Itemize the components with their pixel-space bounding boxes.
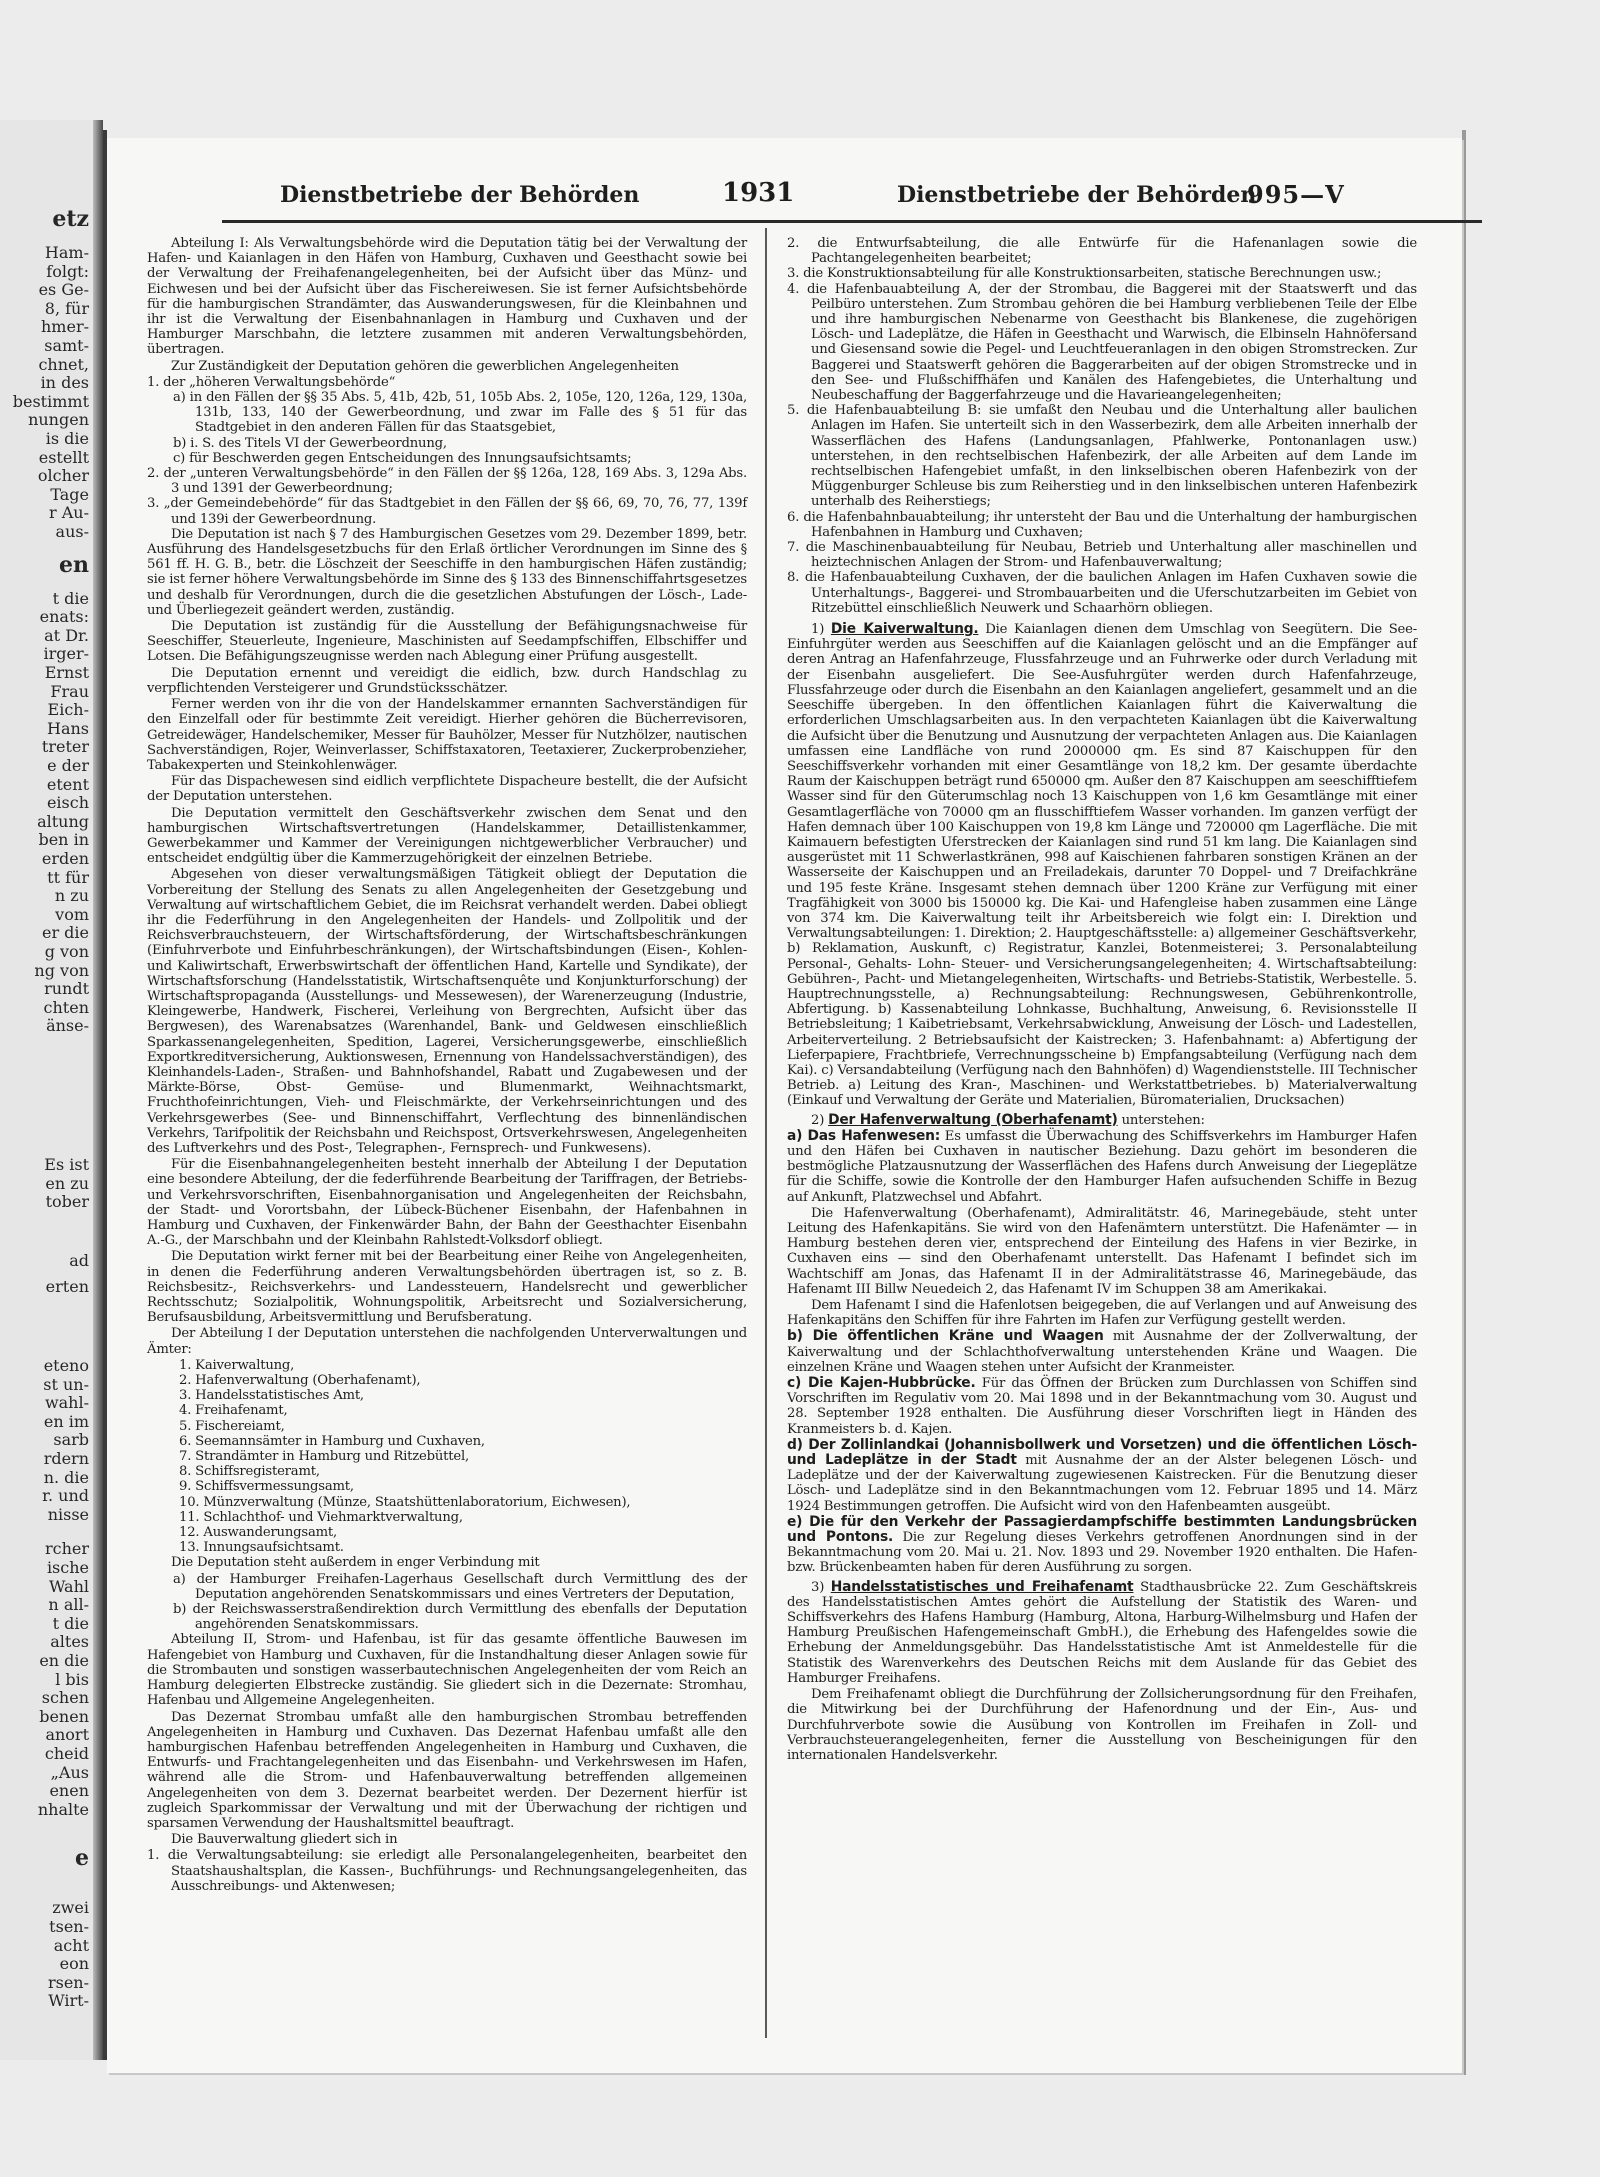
paragraph: Die Deputation ist nach § 7 des Hamburgischen Gesetzes vom 29. Dezember 1899, betr. Ausführung des Handelsgesetzbuchs für den Erlaß örtlicher Verordnungen im Sinne des § 561 ff. H. G. B., betr. die Löschzeit der Seeschiffe in den hamburgischen Häfen zuständig; sie ist ferner höhere Verwaltungsbehörde im Sinne des § 133 des Binnenschiffahrtsgesetzes und deshalb für Verordnungen, durch die die gesetzlichen Abstufungen der Lösch-, Lade- und Überliegezeit geändert werden, zuständig.: [147, 526, 747, 618]
facing-page-fragment: eon: [59, 1954, 89, 1974]
facing-page-fragment: is die: [45, 429, 89, 448]
amt-list-item: 12. Auswanderungsamt,: [179, 1525, 337, 1541]
facing-page-edge: [0, 120, 103, 2060]
subsection-d: [787, 1438, 1417, 1514]
facing-page-fragment: l bis: [55, 1669, 89, 1689]
paragraph: Die Deputation wirkt ferner mit bei der Bearbeitung einer Reihe von Angelegenheiten, in denen die Federführung anderen Verwaltungsbehörden übertragen ist, so z. B. Reichsbesitz-, Reichsverkehrs- und Landessteuern, Handelsrecht und gewerblicher Rechtsschutz; Sozialpolitik, Wohnungspolitik, Arbeitsrecht und Sozialversicherung, Berufsausbildung, Arbeitsvermittlung und Berufsberatung.: [147, 1249, 747, 1326]
facing-page-fragment: aus-: [55, 522, 89, 541]
facing-page-fragment: t die: [52, 588, 89, 608]
header-right-title: Dienstbetriebe der Behörden: [897, 182, 1257, 208]
facing-page-fragment: Wirt-: [48, 1991, 89, 2011]
facing-page-fragment: r. und: [42, 1486, 89, 1506]
facing-page-fragment: en die: [39, 1651, 89, 1670]
facing-page-fragment: chten: [43, 997, 89, 1017]
facing-page-fragment: rundt: [44, 979, 89, 999]
facing-page-fragment: er die: [41, 923, 89, 943]
subsection-a: [787, 1129, 1417, 1205]
paragraph: Die Bauverwaltung gliedert sich in: [171, 1832, 398, 1848]
facing-page-fragment: tober: [45, 1192, 89, 1212]
subsection-text: mit Ausnahme der an der Alster belegenen Lösch- und Ladeplätze und der der Kaiverwaltung zugewiesenen Kaistrecken. Für die Benutzung dieser Lösch- und Ladeplätze sind in den Bekanntmachungen vom 12. Februar 1895 und 14. März 1924 Bestimmungen getroffen. Die Aufsicht wird von den Hafenbeamten ausgeübt.: [787, 1453, 1417, 1514]
facing-page-fragment: ische: [46, 1558, 89, 1577]
facing-page-fragment: ben in: [38, 830, 89, 850]
facing-page-fragment: irger-: [43, 644, 89, 664]
amt-list-item: 13. Innungsaufsichtsamt.: [179, 1540, 344, 1556]
subsection-c: [787, 1376, 1417, 1437]
list-item: 8. die Hafenbauabteilung Cuxhaven, der die baulichen Anlagen im Hafen Cuxhaven sowie die Unterhaltungs-, Baggerei- und Strombauarbeiten und die Uferschutzarbeiten im Gebiet von Ritzebüttel einschließlich Neuwerk und Schaarhörn obliegen.: [787, 570, 1417, 616]
amt-list-item: 3. Handelsstatistisches Amt,: [179, 1388, 364, 1404]
facing-page-fragment: altes: [50, 1632, 89, 1652]
facing-page-fragment: bestimmt: [12, 391, 89, 411]
facing-page-fragment: eteno: [43, 1356, 89, 1375]
list-item: 1. der „höheren Verwaltungsbehörde“: [147, 374, 396, 390]
paragraph: Die Deputation ernennt und vereidigt die eidlich, bzw. durch Handschlag zu verpflichtenden Versteigerer und Grundstücksschätzer.: [147, 665, 747, 696]
subsection-text: mit Ausnahme der der Zollverwaltung, der Kaiverwaltung und der Schlachthofverwaltung unterstehenden Kräne und Waagen. Die einzelnen Kräne und Waagen stehen unter Aufsicht der Kranmeister.: [787, 1329, 1418, 1375]
facing-page-fragment: schen: [41, 1688, 89, 1708]
facing-page-fragment: enen: [49, 1781, 89, 1801]
list-item: 3. „der Gemeindebehörde“ für das Stadtgebiet in den Fällen der §§ 66, 69, 70, 76, 77, 139f und 139i der Gewerbeordnung.: [147, 496, 747, 527]
subsection-title: d) Der Zollinlandkai (Johannisbollwerk und Vorsetzen) und die öffentlichen Lösch- und Ladeplätze in der Stadt: [787, 1436, 1417, 1469]
section-number: 2): [811, 1112, 825, 1128]
subsection-e: [787, 1515, 1417, 1576]
subsection-text: Es umfasst die Überwachung des Schiffsverkehrs im Hamburger Hafen und den Häfen bei Cuxhaven in nautischer Beziehung. Dazu gehört im besonderen die bestmögliche Platzausnutzung der Wasserflächen des Hafens durch Anweisung der Liegeplätze für die Schiffe, sowie die Kontrolle der den Hamburger Hafen aufsuchenden Schiffe in Bezug auf Ankunft, Platzwechsel und Abfahrt.: [787, 1128, 1417, 1205]
paragraph: Die Deputation ist zuständig für die Ausstellung der Befähigungsnachweise für Seeschiffer, Steuerleute, Ingenieure, Maschinisten auf Seedampfschiffen, Elbschiffer und Lotsen. Die Befähigungszeugnisse werden nach Ablegung einer Prüfung ausgestellt.: [147, 619, 747, 665]
section-number: 1): [811, 622, 825, 638]
section-kaiverwaltung: [787, 622, 1417, 1109]
list-item: 4. die Hafenbauabteilung A, der der Strombau, die Baggerei mit der Staatswerft und das Peilbüro unterstehen. Zum Strombau gehören die bei Hamburg verbliebenen Teile der Elbe und ihre hamburgischen Nebenarme von Geesthacht bis Blankenese, die zugehörigen Lösch- und Ladeplätze, die Häfen in Geesthacht und Warwisch, die Elbinseln Hahnöfersand und Giesensand sowie die Pegel- und Leuchtfeueranlagen in den obigen Stromstrecken. Zur Baggerei und Staatswerft gehören die Baggerarbeiten auf der obigen Stromstrecke und in den See- und Flußschiffhäfen und Kanälen des Hafengebietes, die Unterhaltung und Neubeschaffung der Baggerfahrzeuge und die Havarieangelegenheiten;: [787, 281, 1417, 404]
list-item: a) in den Fällen der §§ 35 Abs. 5, 41b, 42b, 51, 105b Abs. 2, 105e, 120, 126a, 129, 130a, 131b, 133, 140 der Gewerbeordnung, und zwar im Falle des § 51 für das Stadtgebiet in den anderen Fällen für das Staatsgebiet,: [173, 390, 747, 436]
paragraph: Zur Zuständigkeit der Deputation gehören die gewerblichen Angelegenheiten: [171, 358, 679, 374]
amt-list-item: 6. Seemannsämter in Hamburg und Cuxhaven,: [179, 1433, 485, 1449]
facing-page-fragment: e der: [47, 756, 89, 775]
facing-page-fragment: nisse: [47, 1504, 89, 1524]
left-column: [147, 236, 747, 1894]
paragraph: Dem Hafenamt I sind die Hafenlotsen beigegeben, die auf Verlangen und auf Anweisung des Hafenkapitäns den Schiffen für ihre Fahrten im Hafen zur Verfügung gestellt werden.: [787, 1298, 1417, 1329]
subsection-title: c) Die Kajen-Hubbrücke.: [787, 1375, 976, 1392]
facing-page-fragment: wahl-: [44, 1393, 89, 1413]
facing-page-fragment: at Dr.: [44, 625, 89, 645]
facing-page-fragment: st un-: [43, 1374, 89, 1394]
paragraph: Der Abteilung I der Deputation unterstehen die nachfolgenden Unterverwaltungen und Ämter:: [147, 1326, 747, 1357]
paragraph: Für das Dispachewesen sind eidlich verpflichtete Dispacheure bestellt, die der Aufsicht der Deputation unterstehen.: [147, 774, 747, 805]
facing-page-fragment: es Ge-: [38, 280, 89, 300]
paragraph: Dem Freihafenamt obliegt die Durchführung der Zollsicherungsordnung für den Freihafen, die Mitwirkung bei der Durchführung der Hafenordnung und der Ein-, Aus- und Durchfuhrverbote sowie die Ausübung von Kontrollen im Freihafen in Zoll- und Verbrauchsteuerangelegenheiten, ferner die Ausstellung von Bescheinigungen für den internationalen Handelsverkehr.: [787, 1687, 1417, 1763]
facing-page-fragment: Ham-: [44, 243, 89, 262]
facing-page-fragment: eisch: [46, 793, 89, 813]
list-item: a) der Hamburger Freihafen-Lagerhaus Gesellschaft durch Vermittlung des der Deputation angehörenden Senatskommissars und eines Vertreters der Deputation,: [173, 1571, 747, 1602]
section-title: Der Hafenverwaltung (Oberhafenamt): [828, 1111, 1118, 1128]
paragraph: Die Deputation steht außerdem in enger Verbindung mit: [171, 1555, 540, 1571]
facing-page-fragment: 8, für: [44, 298, 89, 318]
section-hafenverwaltung: [787, 1113, 1417, 1128]
paragraph-abteilung-1: Abteilung I: Als Verwaltungsbehörde wird die Deputation tätig bei der Verwaltung der Hafen- und Kaianlagen in den Häfen von Hamburg, Cuxhaven und Geesthacht sowie bei der Verwaltung der Freihafenangelegenheiten, bei der Aufsicht über das Münz- und Eichwesen und bei der Aufsicht über das Fischereiwesen. Sie ist ferner Aufsichtsbehörde für die hamburgischen Strandämter, das Auswanderungswesen, für die Kleinbahnen und ihr ist die Verwaltung der Eisenbahnanlagen in Hamburg und Cuxhaven und der Hamburger Marschbahn, die letztere zusammen mit anderen Verwaltungsbehörden, übertragen.: [147, 236, 747, 358]
section-text: unterstehen:: [1121, 1112, 1205, 1128]
page-number: 995—V: [1247, 180, 1345, 209]
section-text: Stadthausbrücke 22. Zum Geschäftskreis des Handelsstatistischen Amtes gehört die Aufstellung der Statistik des Waren- und Schiffsverkehrs des Hafens Hamburg (Hamburg, Altona, Harburg-Wilhelmsburg und Hafen der Hamburg Preußischen Hafengemeinschaft GmbH.), die Erhebung des Hafengeldes sowie die Erhebung der Anmeldungsgebühr. Das Handelsstatistische Amt ist Anmeldestelle für die Statistik des Warenverkehrs des Deutschen Reichs mit dem Auslande für das Gebiet des Hamburger Freihafens.: [787, 1579, 1417, 1686]
facing-page-fragment: chnet,: [38, 354, 89, 374]
right-column: [787, 236, 1417, 1764]
facing-page-fragment: ad: [69, 1250, 89, 1270]
subsection-title: b) Die öffentlichen Kräne und Waagen: [787, 1328, 1104, 1345]
paragraph: Die Hafenverwaltung (Oberhafenamt), Admiralitätstr. 46, Marinegebäude, steht unter Leitung des Hafenkapitäns. Sie wird von den Hafenämtern unterstützt. Die Hafenämter — in Hamburg bestehen deren vier, entsprechend der Einteilung des Hafens in vier Bezirke, in Cuxhaven eins — sind den Oberhafenamt unterstellt. Das Hafenamt I befindet sich im Wachtschiff am Jonas, das Hafenamt II in der Admiralitätstrasse 46, Marinegebäude, das Hafenamt III Billw Neuedeich 2, das Hafenamt IV im Schuppen 38 am Amerikakai.: [787, 1205, 1417, 1297]
facing-page-fragment: tsen-: [49, 1917, 89, 1936]
list-item: c) für Beschwerden gegen Entscheidungen des Innungsaufsichtsamts;: [173, 450, 632, 466]
facing-page-fragment: Tage: [50, 484, 89, 504]
facing-page-fragment: Eich-: [47, 700, 89, 720]
facing-page-fragment: en: [59, 551, 89, 578]
facing-page-fragment: etent: [46, 774, 89, 794]
facing-page-fragment: r Au-: [49, 503, 89, 523]
section-title: Die Kaiverwaltung.: [830, 621, 979, 638]
list-item: 5. die Hafenbauabteilung B: sie umfaßt den Neubau und die Unterhaltung aller baulichen Anlagen im Hafen. Sie unterteilt sich in den Wasserbezirk, dem alle Arbeiten innerhalb der Wasserflächen des Hafens (Landungsanlagen, Pfahlwerke, Pontonanlagen usw.) unterstehen, in den rechtselbischen Hafenbezirk, der alle Arbeiten auf dem Lande im rechtselbischen Hafengebiet umfaßt, in den linkselbischen oberen Hafenbezirk von der Müggenburger Schleuse bis zum Reiherstieg und in den linkselbischen unteren Hafenbezirk unterhalb des Reiherstiegs;: [787, 403, 1417, 510]
facing-page-fragment: „Aus: [50, 1762, 89, 1782]
facing-page-fragment: änse-: [46, 1016, 89, 1036]
facing-page-fragment: Frau: [50, 681, 89, 701]
subsection-b: [787, 1329, 1417, 1375]
facing-page-fragment: g von: [44, 942, 89, 961]
facing-page-fragment: folgt:: [46, 261, 89, 281]
running-header: [107, 178, 1462, 214]
facing-page-fragment: nungen: [28, 410, 89, 430]
facing-page-fragment: nhalte: [37, 1799, 89, 1819]
amt-list-item: 4. Freihafenamt,: [179, 1403, 288, 1419]
facing-page-fragment: altung: [37, 811, 89, 831]
amt-list-item: 8. Schiffsregisteramt,: [179, 1464, 320, 1480]
aemter-list: [147, 1358, 747, 1556]
facing-page-fragment: olcher: [37, 466, 89, 486]
facing-page-fragment: Wahl: [48, 1576, 89, 1596]
paragraph: Abgesehen von dieser verwaltungsmäßigen Tätigkeit obliegt der Deputation die Vorbereitung der Stellung des Senats zu allen Angelegenheiten der Gesetzgebung und Verwaltung auf wirtschaftlichem Gebiet, die im Reichsrat verhandelt werden. Dabei obliegt ihr die Federführung in den Angelegenheiten der Handels- und Zollpolitik und der Reichsverbrauchsteuern, der Wirtschaftsförderung, der Wirtschaftsbeschränkungen (Einfuhrverbote und Einfuhrbeschränkungen), der Wirtschaftsbindungen (Eisen-, Kohlen- und Kaliwirtschaft, Erwerbswirtschaft der öffentlichen Hand, Kartelle und Syndikate), der Wirtschaftsforschung (Handelsstatistik, Wirtschaftsenquête und Konjunkturforschung) der Wirtschaftspropaganda (Ausstellungs- und Messewesen), der Warenerzeugung (Industrie, Kleingewerbe, Handwerk, Fischerei, Verleihung von Bergrechten, Aufsicht über das Bergwesen), des Warenabsatzes (Warenhandel, Bank- und Geldwesen einschließlich Sparkassenangelegenheiten, Spedition, Lagerei, Versicherungsgewerbe, einschließlich Exportkreditversicherung, Auktionswesen, Ernennung von Handelssachverständigen), des Kleinhandels-Laden-, Straßen- und Bahnhofshandel, Rabatt und Zugabewesen und der Märkte-Börse, Obst- Gemüse- und Blumenmarkt, Weihnachtsmarkt, Fruchthofeinrichtungen, Vieh- und Fleischmärkte, der Verkehrseinrichtungen und des Verkehrsgewerbes (See- und Binnenschiffahrt, Verflechtung des binnenländischen Verkehrs, Tarifpolitik der Reichsbahn und Reichspost, Ortsverkehrswesen, Angelegenheiten des Luftverkehrs und des Post-, Telegraphen-, Fernsprech- und Funkwesens).: [147, 867, 747, 1156]
amt-list-item: 7. Strandämter in Hamburg und Ritzebüttel,: [179, 1449, 469, 1465]
list-item: 7. die Maschinenbauabteilung für Neubau, Betrieb und Unterhaltung aller maschinellen und heiztechnischen Anlagen der Strom- und Hafenbauverwaltung;: [787, 540, 1417, 571]
paragraph: Die Deputation vermittelt den Geschäftsverkehr zwischen dem Senat und den hamburgischen Wirtschaftsvertretungen (Handelskammer, Detaillistenkammer, Gewerbekammer und Kammer der Vereinigungen nichtgewerblicher Verbraucher) und entscheidet endgültig über die Kammerzugehörigkeit der einzelnen Betriebe.: [147, 805, 747, 867]
facing-page-fragment: n zu: [54, 886, 89, 906]
section-title: Handelsstatistisches und Freihafenamt: [830, 1578, 1134, 1595]
subsection-text: Die zur Regelung dieses Verkehrs getroffenen Anordnungen sind in der Bekanntmachung vom 20. Mai u. 21. Nov. 1893 und 29. November 1920 enthalten. Die Hafen- bzw. Brückenbeamten haben für deren Ausführung zu sorgen.: [787, 1530, 1417, 1576]
subsection-text: Für das Öffnen der Brücken zum Durchlassen von Schiffen sind Vorschriften im Regulativ vom 20. Mai 1898 und in der Bekanntmachung vom 30. August und 28. September 1928 enthalten. Die Ausführung dieser Vorschriften liegt in Händen des Kranmeisters b. d. Kajen.: [787, 1376, 1417, 1437]
main-page: [107, 138, 1462, 2073]
facing-page-fragment: n all-: [48, 1595, 89, 1615]
subsection-title: a) Das Hafenwesen:: [787, 1127, 941, 1144]
facing-page-fragment: Ernst: [44, 663, 89, 682]
column-divider: [765, 228, 767, 2038]
facing-page-fragment: Es ist: [44, 1155, 89, 1174]
facing-page-fragment: e: [75, 1845, 89, 1872]
page-edge-right: [1462, 130, 1466, 2075]
facing-page-fragment: cheid: [44, 1744, 89, 1763]
facing-page-fragment: benen: [39, 1706, 89, 1726]
facing-page-fragment: n. die: [43, 1467, 89, 1487]
header-left-title: Dienstbetriebe der Behörden: [280, 182, 640, 208]
paragraph: Ferner werden von ihr die von der Handelskammer ernannten Sachverständigen für den Einzelfall oder für bestimmte Zeit vereidigt. Hierher gehören die Bücherrevisoren, Getreidewäger, Handelschemiker, Messer für Bauhölzer, Messer für Nutzhölzer, nautischen Sachverständigen, Rojer, Weinverlasser, Schiffstaxatoren, Teetaxierer, Zuckerprobenzieher, Tabakexperten und Steinkohlenwäger.: [147, 697, 747, 773]
facing-page-fragment: samt-: [44, 336, 89, 355]
header-year: 1931: [722, 178, 795, 208]
facing-page-fragment: Hans: [46, 718, 89, 738]
list-item: b) i. S. des Titels VI der Gewerbeordnung,: [173, 435, 447, 451]
facing-page-fragment: acht: [53, 1935, 89, 1955]
amt-list-item: 2. Hafenverwaltung (Oberhafenamt),: [179, 1373, 421, 1389]
facing-page-fragment: erten: [45, 1277, 89, 1297]
list-item: b) der Reichswasserstraßendirektion durch Vermittlung des ebenfalls der Deputation angehörenden Senatskommissars.: [173, 1602, 747, 1633]
facing-page-fragment: en zu: [45, 1173, 89, 1193]
facing-page-fragment: treter: [41, 737, 89, 757]
facing-page-fragment: sarb: [53, 1430, 89, 1450]
facing-page-fragment: en im: [43, 1411, 89, 1431]
amt-list-item: 1. Kaiverwaltung,: [179, 1357, 295, 1373]
list-item: 3. die Konstruktionsabteilung für alle Konstruktionsarbeiten, statische Berechnungen usw.;: [787, 266, 1382, 282]
amt-list-item: 11. Schlachthof- und Viehmarktverwaltung,: [179, 1509, 463, 1525]
facing-page-fragment: in des: [40, 373, 89, 393]
facing-page-fragment: t die: [52, 1613, 89, 1633]
facing-page-fragment: zwei: [52, 1898, 89, 1918]
paragraph: Abteilung II, Strom- und Hafenbau, ist für das gesamte öffentliche Bauwesen im Hafengebiet von Hamburg und Cuxhaven, für die Instandhaltung dieser Anlagen sowie für die Strombauten und sonstigen wasserbautechnischen Angelegenheiten der vom Reich an Hamburg delegierten Elbstrecke zuständig. Sie gliedert sich in die Dezernate: Stromhau, Hafenbau und Allgemeine Angelegenheiten.: [147, 1632, 747, 1709]
section-number: 3): [811, 1579, 825, 1595]
facing-page-fragment: anort: [45, 1725, 89, 1745]
section-text: Die Kaianlagen dienen dem Umschlag von Seegütern. Die See-Einfuhrgüter werden aus Seeschiffen auf die Kaianlagen gelöscht und an die Empfänger auf deren Antrag an Hafenfahrzeuge, Flussfahrzeuge und an Fuhrwerke oder durch Verladung mit der Eisenbahn ausgeliefert. Die See-Ausfuhrgüter werden durch Hafenfahrzeuge, Flussfahrzeuge oder durch die Eisenbahn an den Kaianlagen angeliefert, gesammelt und an die Seeschiffe übergeben. In den öffentlichen Kaianlagen führt die Kaiverwaltung die erforderlichen Umschlagsarbeiten aus. In den verpachteten Kaianlagen übt die Kaiverwaltung die Aufsicht über die Benutzung und Ausnutzung der verpachteten Anlagen aus. Die Kaianlagen umfassen eine Landfläche von rund 2000000 qm. Es sind 87 Kaischuppen für den Seeschiffsverkehr vorhanden mit einer Gesamtlänge von 18,2 km. Der gesamte überdachte Raum der Kaischuppen beträgt rund 650000 qm. Außer den 87 Kaischuppen am seeschifftiefem Wasser sind für den Güterumschlag noch 13 Kaischuppen von 1,6 km Gesamtlänge mit einer Gesamtlagerfläche von 70000 qm an flusschifftiefem Wasser vorhanden. Im ganzen verfügt der Hafen demnach über 100 Kaischuppen von 19,8 km Länge und 720000 qm Lagerfläche. Die mit Kaimauern befestigten Uferstrecken der Kaianlagen sind rund 51 km lang. Die Kaianlagen sind ausgerüstet mit 11 Schwerlastkränen, 998 auf Kaischienen fahrbaren sonstigen Kränen an der Wasserseite der Kaischuppen und an Freiladekais, darunter 70 Doppel- und 7 Dreifachkräne und 195 feste Kräne. Insgesamt stehen demnach über 1200 Kräne zur Verfügung mit einer Tragfähigkeit von 3000 bis 150000 kg. Die Kai- und Hafengleise haben zusammen eine Länge von 374 km. Die Kaiverwaltung teilt ihr Arbeitsbereich wie folgt ein: I. Direktion und Verwaltungsabteilungen: 1. Direktion; 2. Hauptgeschäftsstelle: a) allgemeiner Geschäftsverkehr, b) Reklamation, Auskunft, c) Registratur, Kanzlei, Botenmeisterei; 3. Personalabteilung Personal-, Gehalts- Lohn- Steuer- und Versicherungsangelegenheiten; 4. Wirtschaftsabteilung: Gebühren-, Pacht- und Mietangelegenheiten, Wirtschafts- und Betriebs-Statistik, Werbestelle. 5. Hauptrechnungsstelle, a) Rechnungsabteilung: Rechnungswesen, Gebührenkontrolle, Abfertigung. b) Kassenabteilung Lohnkasse, Buchhaltung, Anweisung, 6. Revisionsstelle II Betriebsleitung; 1 Kaibetriebsamt, Verkehrsabwicklung, Anweisung der Lösch- und Ladestellen, Arbeiterverteilung. 2 Betriebsaufsicht der Kaistrecken; 3. Hafenbahnamt: a) Abfertigung der Lieferpapiere, Frachtbriefe, Verrechnungsscheine b) Empfangsabteilung (Verfügung nach dem Kai). c) Versandabteilung (Verfügung nach den Bahnhöfen) d) Wagendienststelle. III Technischer Betrieb. a) Leitung des Kran-, Maschinen- und Werkstattbetriebes. b) Materialverwaltung (Einkauf und Verwaltung der Geräte und Materialien, Büromaterialien, Drucksachen): [787, 622, 1418, 1109]
list-item: 1. die Verwaltungsabteilung: sie erledigt alle Personalangelegenheiten, bearbeitet den Staatshaushaltsplan, die Kassen-, Buchführungs- und Rechnungsangelegenheiten, das Ausschreibungs- und Aktenwesen;: [147, 1848, 747, 1894]
facing-page-fragment: ng von: [34, 960, 89, 980]
list-item: 6. die Hafenbahnbauabteilung; ihr untersteht der Bau und die Unterhaltung der hamburgischen Hafenbahnen in Hamburg und Cuxhaven;: [787, 509, 1417, 540]
facing-page-fragment: enats:: [39, 607, 89, 627]
list-item: 2. der „unteren Verwaltungsbehörde“ in den Fällen der §§ 126a, 128, 169 Abs. 3, 129a Abs. 3 und 1391 der Gewerbeordnung;: [147, 466, 747, 497]
facing-page-fragment: hmer-: [41, 317, 89, 337]
facing-page-fragment: vom: [55, 904, 89, 924]
facing-page-fragment: estellt: [38, 447, 89, 467]
header-rule: [222, 220, 1482, 223]
amt-list-item: 9. Schiffsvermessungsamt,: [179, 1479, 354, 1495]
facing-page-fragment: rcher: [44, 1539, 89, 1559]
facing-page-fragment: etz: [52, 206, 89, 232]
facing-page-fragment: erden: [41, 849, 89, 868]
paragraph: Das Dezernat Strombau umfaßt alle den hamburgischen Strombau betreffenden Angelegenheiten in Hamburg und Cuxhaven. Das Dezernat Hafenbau umfaßt alle den hamburgischen Hafenbau betreffenden Angelegenheiten in Hamburg und Cuxhaven, die Entwurfs- und Frachtangelegenheiten und das Eisenbahn- und Verkehrswesen im Hafen, während alle die Strom- und Hafenbauverwaltung betreffenden allgemeinen Angelegenheiten von dem 3. Dezernat bearbeitet werden. Der Dezernent hierfür ist zugleich Sparkommissar der Verwaltung und mit der Überwachung der richtigen und sparsamen Verwendung der Haushaltsmittel beauftragt.: [147, 1709, 747, 1831]
facing-page-fragment: tt für: [47, 867, 89, 887]
facing-page-fragment: rsen-: [47, 1972, 89, 1992]
page-fold-shadow: [93, 120, 103, 2060]
subsection-title: e) Die für den Verkehr der Passagierdampfschiffe bestimmten Landungsbrücken und Pontons.: [787, 1513, 1417, 1546]
amt-list-item: 5. Fischereiamt,: [179, 1418, 285, 1434]
section-handelsstatistik: [787, 1580, 1417, 1686]
amt-list-item: 10. Münzverwaltung (Münze, Staatshüttenlaboratorium, Eichwesen),: [179, 1494, 631, 1510]
paragraph: Für die Eisenbahnangelegenheiten besteht innerhalb der Abteilung I der Deputation eine besondere Abteilung, der die federführende Bearbeitung der Tariffragen, der Betriebs- und Verkehrsvorschriften, Eisenbahnorganisation und Angelegenheiten der Reichsbahn, der Stadt- und Vorortsbahn, der Lübeck-Büchener Eisenbahn, der Hafenbahnen in Hamburg und Cuxhaven, der Finkenwärder Bahn, der Bahn der Geesthachter Eisenbahn A.-G., der Marschbahn und der Kleinbahn Rahlstedt-Volksdorf obliegt.: [147, 1157, 747, 1249]
facing-page-fragment: rdern: [43, 1449, 89, 1468]
list-item: 2. die Entwurfsabteilung, die alle Entwürfe für die Hafenanlagen sowie die Pachtangelegenheiten bearbeitet;: [787, 236, 1417, 267]
